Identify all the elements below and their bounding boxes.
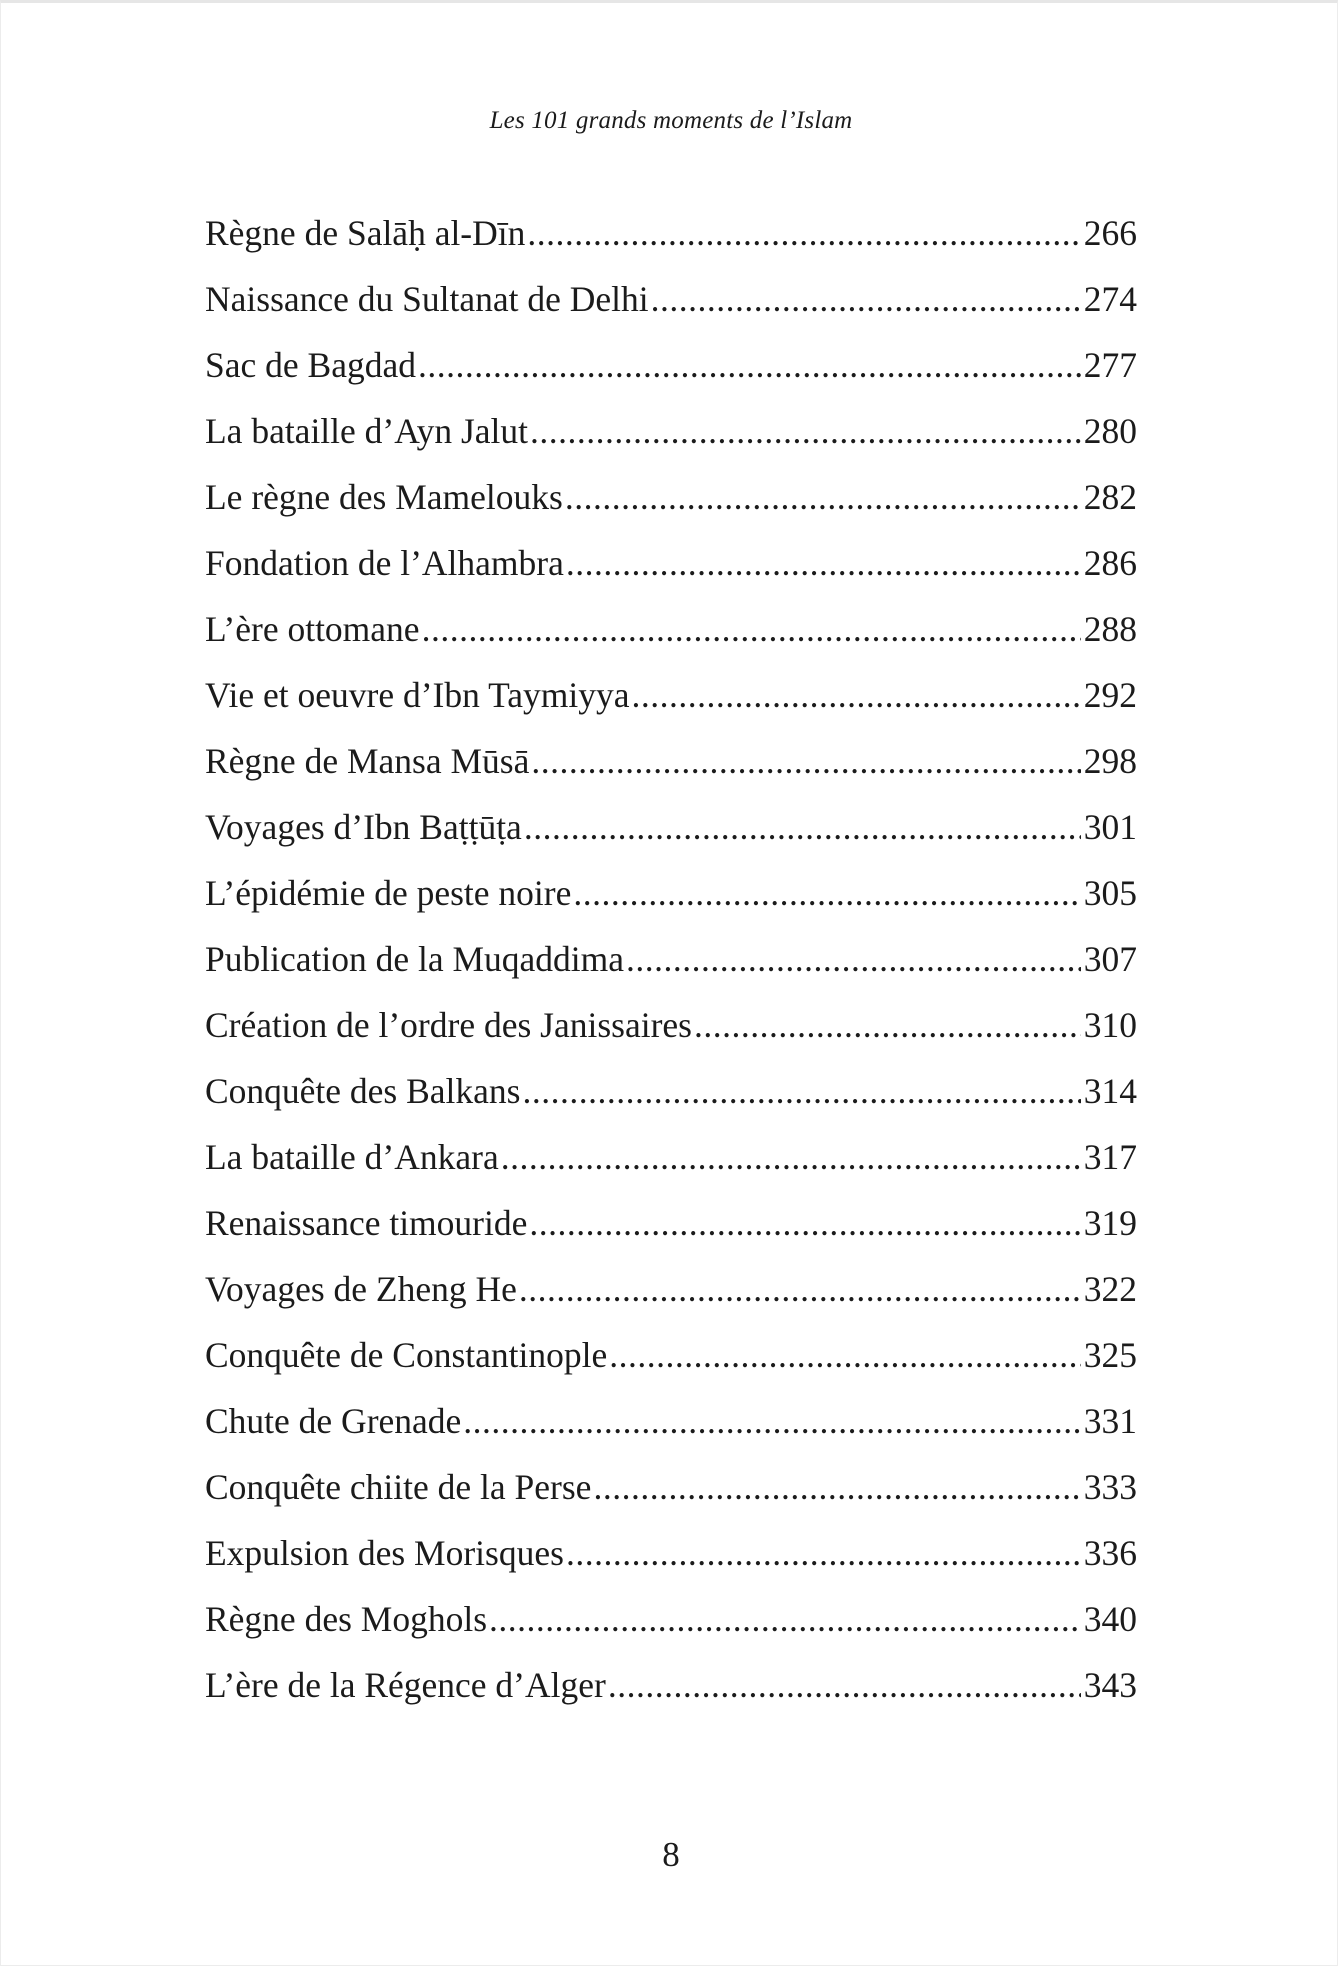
toc-entry-title: Sac de Bagdad [205, 345, 416, 385]
toc-entry-title: L’épidémie de peste noire [205, 873, 572, 913]
page-number: 8 [662, 1835, 680, 1874]
toc-entry-page: 274 [1083, 279, 1137, 319]
toc-entry [205, 999, 1137, 1065]
toc-entry-title: Règne des Moghols [205, 1599, 488, 1639]
toc-entry-page: 298 [1083, 741, 1137, 781]
toc-entry-title: Voyages d’Ibn Baṭṭūṭa [205, 807, 522, 847]
toc-leader-dots [527, 207, 1080, 259]
toc-leader-dots [608, 1659, 1081, 1711]
toc-entry [205, 1461, 1137, 1527]
toc-entry-page: 317 [1083, 1137, 1137, 1177]
toc-entry-title: Le règne des Mamelouks [205, 477, 563, 517]
running-header: Les 101 grands moments de l’Islam [489, 107, 853, 134]
toc-leader-dots [501, 1131, 1081, 1183]
toc-entry [205, 537, 1137, 603]
toc-entry-title: L’ère ottomane [205, 609, 420, 649]
toc-entry [205, 1329, 1137, 1395]
toc-leader-dots [418, 339, 1081, 391]
toc-entry [205, 603, 1137, 669]
table-of-contents [205, 207, 1137, 1725]
toc-entry-page: 288 [1083, 609, 1137, 649]
toc-entry [205, 405, 1137, 471]
toc-leader-dots [609, 1329, 1080, 1381]
toc-entry-title: Création de l’ordre des Janissaires [205, 1005, 692, 1045]
toc-entry-title: Fondation de l’Alhambra [205, 543, 564, 583]
toc-leader-dots [463, 1395, 1080, 1447]
toc-leader-dots [573, 867, 1080, 919]
toc-leader-dots [565, 471, 1081, 523]
toc-leader-dots [566, 1527, 1081, 1579]
toc-entry-page: 322 [1083, 1269, 1137, 1309]
toc-leader-dots [530, 405, 1081, 457]
toc-leader-dots [651, 273, 1081, 325]
toc-entry-page: 343 [1083, 1665, 1137, 1705]
toc-entry-page: 277 [1083, 345, 1137, 385]
toc-leader-dots [566, 537, 1081, 589]
toc-entry-title: Chute de Grenade [205, 1401, 462, 1441]
toc-entry [205, 1593, 1137, 1659]
toc-entry [205, 933, 1137, 999]
toc-entry-page: 307 [1083, 939, 1137, 979]
toc-entry-page: 336 [1083, 1533, 1137, 1573]
toc-entry-page: 325 [1083, 1335, 1137, 1375]
toc-entry-page: 282 [1083, 477, 1137, 517]
toc-entry [205, 471, 1137, 537]
toc-leader-dots [593, 1461, 1080, 1513]
toc-entry-page: 310 [1083, 1005, 1137, 1045]
toc-entry-title: Conquête des Balkans [205, 1071, 521, 1111]
toc-entry [205, 1131, 1137, 1197]
toc-entry [205, 273, 1137, 339]
toc-leader-dots [529, 1197, 1080, 1249]
toc-entry-title: Naissance du Sultanat de Delhi [205, 279, 649, 319]
toc-entry [205, 1263, 1137, 1329]
toc-entry-page: 305 [1083, 873, 1137, 913]
toc-entry-title: La bataille d’Ayn Jalut [205, 411, 529, 451]
toc-entry-title: Règne de Salāḥ al-Dīn [205, 213, 526, 253]
toc-entry [205, 1659, 1137, 1725]
toc-entry [205, 669, 1137, 735]
toc-leader-dots [626, 933, 1081, 985]
toc-entry-page: 340 [1083, 1599, 1137, 1639]
toc-leader-dots [489, 1593, 1081, 1645]
toc-entry-page: 266 [1083, 213, 1137, 253]
toc-entry-title: Vie et oeuvre d’Ibn Taymiyya [205, 675, 630, 715]
toc-entry-title: Expulsion des Morisques [205, 1533, 564, 1573]
toc-entry-title: L’ère de la Régence d’Alger [205, 1665, 606, 1705]
toc-leader-dots [632, 669, 1081, 721]
toc-entry [205, 339, 1137, 405]
toc-entry [205, 1395, 1137, 1461]
toc-leader-dots [524, 801, 1081, 853]
toc-leader-dots [523, 1065, 1081, 1117]
toc-entry-title: La bataille d’Ankara [205, 1137, 499, 1177]
toc-entry [205, 867, 1137, 933]
toc-entry-title: Règne de Mansa Mūsā [205, 741, 530, 781]
toc-entry-page: 292 [1083, 675, 1137, 715]
toc-leader-dots [531, 735, 1080, 787]
toc-entry [205, 1527, 1137, 1593]
toc-entry [205, 1197, 1137, 1263]
toc-entry-title: Voyages de Zheng He [205, 1269, 517, 1309]
toc-entry-title: Conquête de Constantinople [205, 1335, 608, 1375]
toc-entry [205, 1065, 1137, 1131]
toc-entry-title: Renaissance timouride [205, 1203, 528, 1243]
toc-leader-dots [519, 1263, 1081, 1315]
toc-entry-page: 286 [1083, 543, 1137, 583]
toc-entry-page: 301 [1083, 807, 1137, 847]
toc-entry-page: 319 [1083, 1203, 1137, 1243]
toc-leader-dots [422, 603, 1081, 655]
toc-entry-title: Conquête chiite de la Perse [205, 1467, 592, 1507]
toc-entry [205, 207, 1137, 273]
toc-leader-dots [694, 999, 1081, 1051]
toc-entry [205, 801, 1137, 867]
toc-entry-page: 280 [1083, 411, 1137, 451]
toc-entry-page: 331 [1083, 1401, 1137, 1441]
toc-entry-page: 314 [1083, 1071, 1137, 1111]
toc-entry [205, 735, 1137, 801]
toc-entry-title: Publication de la Muqaddima [205, 939, 625, 979]
toc-entry-page: 333 [1083, 1467, 1137, 1507]
